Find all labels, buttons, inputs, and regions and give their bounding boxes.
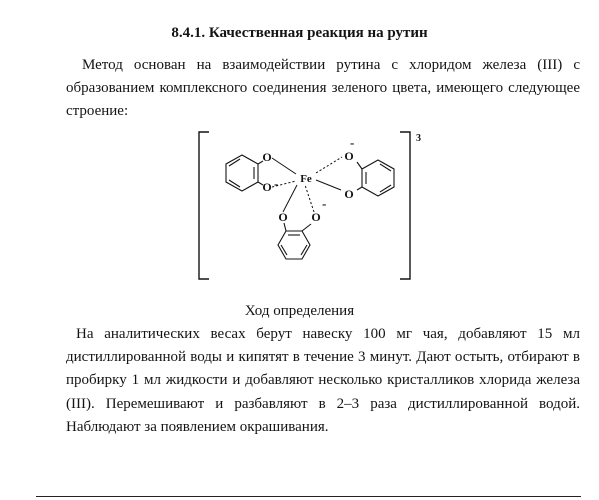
intro-paragraph: Метод основан на взаимодействии рутина с хлоридом железа (III) с образованием комплексного соединения зеленого цвета, имеющего следующее строение:	[66, 57, 580, 120]
coordination-bonds-solid	[272, 158, 341, 212]
fe-atom-label: Fe	[300, 173, 312, 185]
right-bracket	[400, 132, 410, 279]
rutin-iron-complex-structure	[190, 124, 430, 294]
oxygen-label: O	[262, 180, 272, 194]
oxygen-label: O	[278, 210, 288, 224]
oxygen-label: O	[344, 187, 354, 201]
oxygen-label: O	[311, 210, 321, 224]
left-bracket	[199, 132, 209, 279]
benzene-ring-bottom	[278, 231, 310, 259]
oxygen-label: O	[344, 149, 354, 163]
negative-charge: -	[350, 135, 355, 150]
footer-divider	[36, 496, 581, 497]
procedure-paragraph: На аналитических весах берут навеску 100 мг чая, добавляют 15 мл дистиллированной воды и кипятят в течение 3 минут. Дают остыть, отбирают в пробирку 1 мл жидкости и добавляют несколько кристалликов хлорида железа (III). Перемешивают и разбавляют в 2–3 раза дистиллированной водой. Наблюдают за появлением окрашивания.	[66, 326, 580, 435]
negative-charge: -	[322, 196, 327, 211]
oxygen-label: O	[262, 150, 272, 164]
negative-charge: -	[274, 176, 279, 191]
complex-charge-label: 3	[416, 133, 421, 144]
benzene-ring-right	[362, 160, 394, 196]
section-heading: 8.4.1. Качественная реакция на рутин	[171, 25, 428, 41]
procedure-heading: Ход определения	[244, 303, 355, 319]
complex-brackets	[199, 132, 410, 279]
benzene-ring-left	[226, 155, 258, 191]
